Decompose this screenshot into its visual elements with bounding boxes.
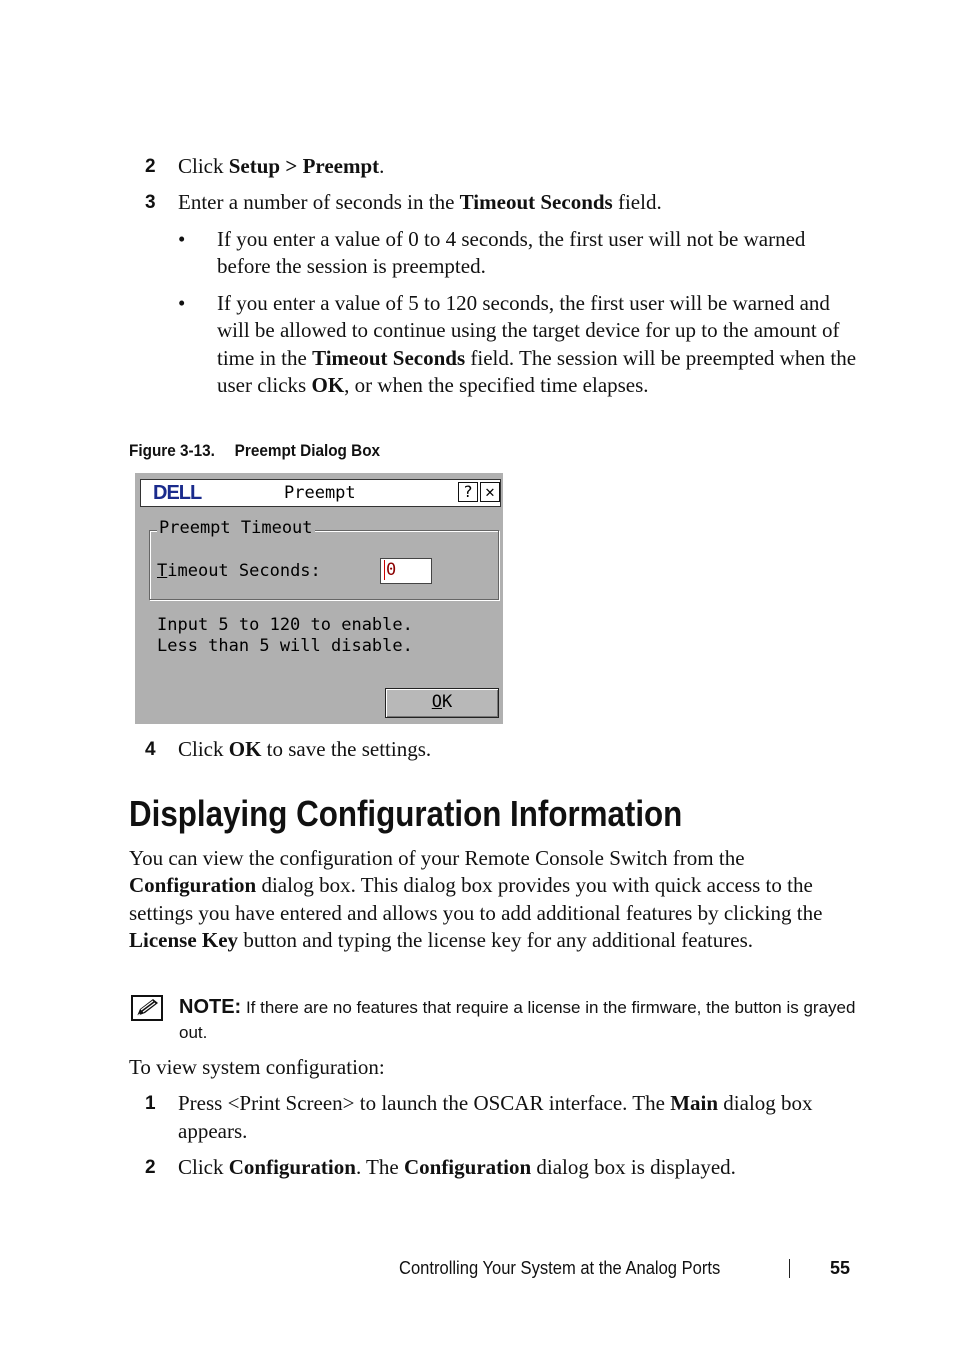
close-icon[interactable]: ✕	[480, 482, 500, 502]
bold-ui-term: Configuration	[129, 873, 257, 898]
bullet-dot: •	[178, 291, 186, 315]
bullet-text: If you enter a value of 5 to 120 seconds, the first user will be warned and will be allowed to continue using the target device for up to the amount of time in the Timeout Seconds field. The session will be preempted when the user clicks OK, or when the specified time elapses.	[217, 291, 857, 397]
figure-number: Figure 3-13.	[129, 441, 215, 460]
dialog-title: Preempt	[284, 483, 356, 503]
footer-page-number: 55	[830, 1258, 851, 1278]
bold-ui-term: License Key	[129, 927, 239, 952]
preempt-dialog	[133, 471, 503, 724]
step-number: 2	[145, 156, 156, 177]
note-text: If there are no features that require a license in the firmware, the button is grayed out.	[179, 998, 856, 1042]
figure-title: Preempt Dialog Box	[234, 441, 381, 460]
footer-separator	[789, 1259, 790, 1278]
note-lead: NOTE:	[179, 996, 242, 1018]
step-text: Click Configuration. The Configuration dialog box is displayed.	[178, 1155, 736, 1179]
step-number: 3	[145, 192, 156, 213]
footer-section-title: Controlling Your System at the Analog Ports	[399, 1258, 721, 1278]
bold-ui-term: Timeout Seconds	[312, 345, 466, 370]
section-heading: Displaying Configuration Information	[129, 793, 683, 834]
input-value: 0	[386, 560, 397, 580]
figure-caption	[129, 441, 380, 461]
bold-ui-term: Timeout Seconds	[459, 190, 613, 214]
bullet-text: If you enter a value of 0 to 4 seconds, the first user will not be warned before the session is preempted.	[217, 227, 806, 279]
ok-button[interactable]	[385, 688, 499, 718]
button-label-rest: K	[442, 692, 453, 712]
intro-paragraph: You can view the configuration of your Remote Console Switch from the Configuration dialog box. This dialog box provides you with quick access to the settings you have entered and allows you to add additional features by clicking the License Key button and typing the license key for any additional features.	[129, 846, 823, 952]
note-block	[179, 995, 859, 1045]
label-rest: imeout Seconds:	[167, 561, 321, 581]
bold-ui-term: OK	[228, 737, 262, 761]
bold-ui-term: Setup > Preempt	[228, 154, 380, 178]
bullet-dot: •	[178, 227, 186, 251]
timeout-seconds-input[interactable]	[380, 558, 432, 584]
dialog-note-line-1: Input 5 to 120 to enable.	[157, 615, 413, 635]
step-number: 4	[145, 739, 156, 760]
bold-ui-term: OK	[311, 372, 345, 397]
dialog-note-line-2: Less than 5 will disable.	[157, 636, 413, 656]
step-number: 2	[145, 1157, 156, 1178]
step-text: Press <Print Screen> to launch the OSCAR interface. The Main dialog box appears.	[178, 1091, 813, 1143]
step-text: Click Setup > Preempt.	[178, 154, 385, 178]
step-number: 1	[145, 1093, 156, 1114]
help-icon[interactable]: ?	[458, 482, 478, 502]
note-pencil-icon	[131, 995, 163, 1021]
bold-ui-term: Main	[670, 1091, 719, 1115]
step-text: Enter a number of seconds in the Timeout Seconds field.	[178, 190, 662, 214]
bold-ui-term: Configuration	[403, 1155, 532, 1179]
dell-logo: DELL	[153, 482, 202, 504]
bold-ui-term: Configuration	[228, 1155, 356, 1179]
timeout-seconds-label	[157, 561, 321, 581]
group-label: Preempt Timeout	[159, 518, 313, 538]
mnemonic-letter: O	[431, 692, 442, 712]
to-view-text: To view system configuration:	[129, 1055, 385, 1079]
step-text: Click OK to save the settings.	[178, 737, 432, 761]
dialog-titlebar	[140, 479, 501, 507]
mnemonic-letter: T	[157, 561, 168, 581]
